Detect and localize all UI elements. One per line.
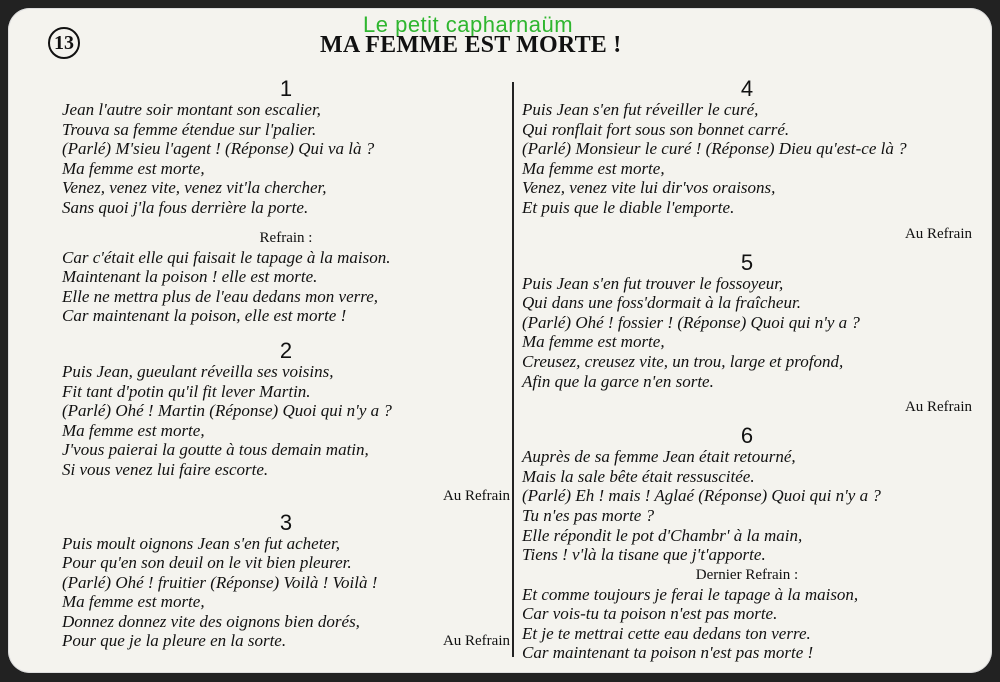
verse-line: Elle répondit le pot d'Chambr' à la main, (522, 525, 803, 545)
verse-line: Et puis que le diable l'emporte. (522, 197, 735, 217)
verse-line: Pour que je la pleure en la sorte. (62, 631, 287, 651)
verse-line: (Parlé) Ohé ! Martin (Réponse) Quoi qui n'y a ? (62, 401, 392, 421)
verse-line: Auprès de sa femme Jean était retourné, (522, 447, 796, 467)
stanza-6 (522, 425, 972, 565)
stanza-number: 3 (279, 509, 293, 535)
au-refrain-label: Au Refrain (442, 487, 510, 504)
stanza-number: 5 (740, 249, 754, 275)
stanza-5 (522, 249, 972, 418)
stanza-2 (62, 337, 510, 506)
verse-line: Fit tant d'potin qu'il fit lever Martin. (62, 381, 311, 401)
verse-line: Venez, venez vite, venez vit'la chercher, (62, 178, 327, 198)
song-title: MA FEMME EST MORTE ! (320, 32, 622, 58)
verse-line: Puis Jean, gueulant réveilla ses voisins, (62, 361, 334, 381)
watermark-text: Le petit capharnaüm (363, 12, 574, 37)
verse-line: Trouva sa femme étendue sur l'palier. (62, 119, 317, 139)
stanza-4 (522, 78, 972, 244)
verse-line: Puis Jean s'en fut réveiller le curé, (522, 100, 759, 119)
verse-line: Creusez, creusez vite, un trou, large et profond, (522, 351, 844, 371)
refrain-line: Maintenant la poison ! elle est morte. (62, 267, 318, 287)
verse-line: (Parlé) Monsieur le curé ! (Réponse) Dieu qu'est-ce là ? (522, 139, 907, 159)
verse-line: J'vous paierai la goutte à tous demain matin, (62, 440, 369, 460)
refrain-line: Et je te mettrai cette eau dedans ton verre. (522, 623, 811, 643)
verse-line: (Parlé) Ohé ! fossier ! (Réponse) Quoi qui n'y a ? (522, 312, 860, 332)
verse-line: Tu n'es pas morte ? (522, 505, 655, 525)
verse-line: Qui dans une foss'dormait à la fraîcheur. (522, 293, 801, 313)
song-card (8, 8, 992, 673)
refrain-label: Refrain : (259, 229, 313, 246)
column-divider (512, 82, 514, 657)
stanza-number: 2 (279, 337, 293, 363)
left-column (62, 78, 510, 651)
verse-line: Afin que la garce n'en sorte. (522, 371, 714, 391)
refrain-line: Et comme toujours je ferai le tapage à la maison, (522, 584, 859, 604)
last-refrain-label: Dernier Refrain : (695, 566, 799, 583)
stanza-3 (62, 509, 510, 652)
stanza-number: 4 (740, 76, 754, 101)
right-column (522, 78, 972, 663)
verse-line: Si vous venez lui faire escorte. (62, 459, 269, 479)
au-refrain-label: Au Refrain (442, 633, 510, 650)
verse-line: Pour qu'en son deuil on le vit bien pleurer. (62, 553, 352, 573)
verse-line: Puis Jean s'en fut trouver le fossoyeur, (522, 273, 784, 293)
refrain-line: Elle ne mettra plus de l'eau dedans mon verre, (62, 286, 379, 306)
refrain-line: Car c'était elle qui faisait le tapage à la maison. (62, 247, 391, 267)
refrain-line: Car maintenant la poison, elle est morte ! (62, 306, 347, 326)
verse-line: Ma femme est morte, (522, 158, 665, 178)
refrain-line: Car vois-tu ta poison n'est pas morte. (522, 604, 778, 624)
au-refrain-label: Au Refrain (904, 225, 972, 242)
verse-line: Tiens ! v'là la tisane que j't'apporte. (522, 545, 766, 565)
verse-line: Ma femme est morte, (522, 332, 665, 352)
stanza-1 (62, 78, 510, 218)
verse-line: Venez, venez vite lui dir'vos oraisons, (522, 178, 776, 198)
verse-line: Mais la sale bête était ressuscitée. (522, 466, 755, 486)
verse-line: (Parlé) Eh ! mais ! Aglaé (Réponse) Quoi qui n'y a ? (522, 486, 881, 506)
verse-line: Ma femme est morte, (62, 158, 205, 178)
song-number-badge: 13 (48, 27, 80, 59)
refrain (62, 228, 510, 326)
last-refrain (522, 565, 972, 663)
verse-line: (Parlé) Ohé ! fruitier (Réponse) Voilà ! Voilà ! (62, 572, 378, 592)
stanza-number: 6 (740, 423, 754, 449)
stanza-number: 1 (279, 76, 293, 101)
verse-line: Jean l'autre soir montant son escalier, (62, 100, 321, 119)
verse-line: Sans quoi j'la fous derrière la porte. (62, 197, 309, 217)
verse-line: Ma femme est morte, (62, 420, 205, 440)
verse-line: Qui ronflait fort sous son bonnet carré. (522, 119, 790, 139)
verse-line: Ma femme est morte, (62, 592, 205, 612)
verse-line: (Parlé) M'sieu l'agent ! (Réponse) Qui va là ? (62, 139, 375, 159)
au-refrain-label: Au Refrain (904, 399, 972, 416)
verse-line: Donnez donnez vite des oignons bien dorés, (62, 611, 360, 631)
refrain-line: Car maintenant ta poison n'est pas morte ! (522, 643, 814, 663)
verse-line: Puis moult oignons Jean s'en fut acheter, (62, 533, 340, 553)
